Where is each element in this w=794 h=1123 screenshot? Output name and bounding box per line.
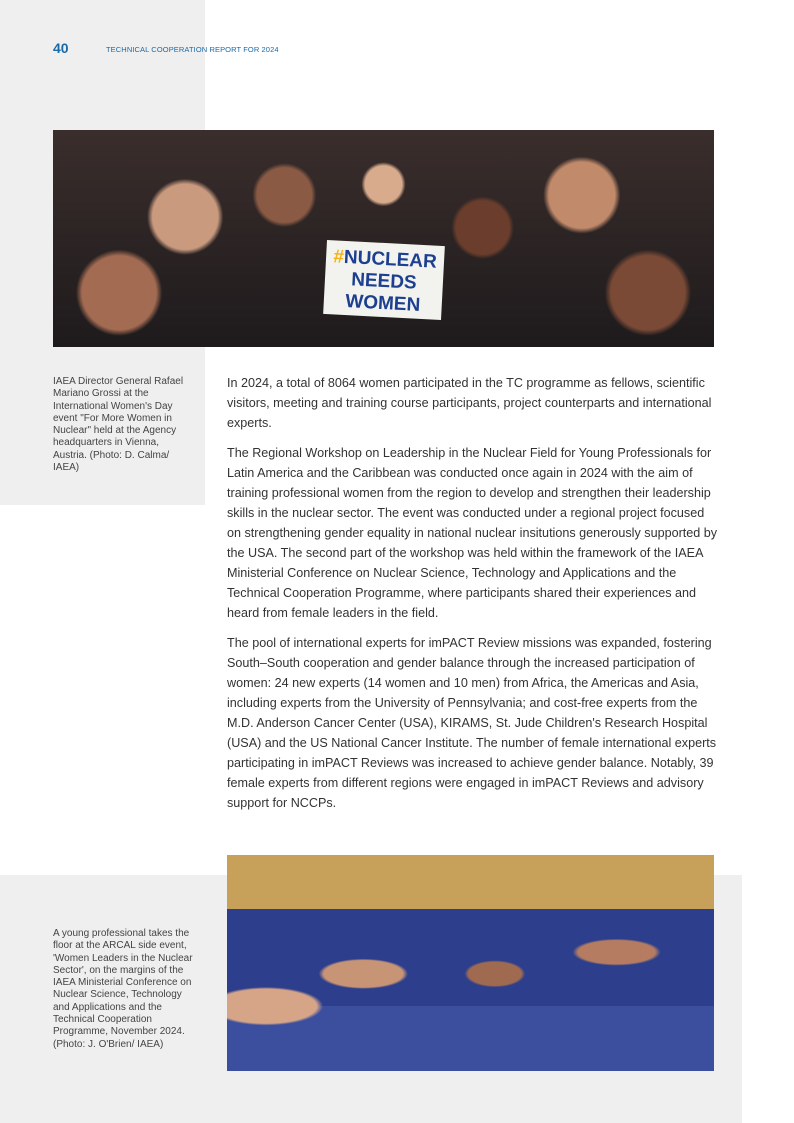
- nuclear-needs-women-sign: #NUCLEAR NEEDS WOMEN: [323, 240, 445, 320]
- page-number: 40: [53, 40, 69, 56]
- photo-arcal-side-event: [227, 855, 714, 1071]
- paragraph: The pool of international experts for imPACT Review missions was expanded, fostering South–South cooperation and gender balance through the increased participation of women: 24 new experts (14 women and 10 men) from Africa, the Americas and Asia, including experts from the University of Pennsylvania; and cost-free experts from the M.D. Anderson Cancer Center (USA), KIRAMS, St. Jude Children's Research Hospital (USA) and the US National Cancer Institute. The number of female international experts participating in imPACT Reviews was increased to achieve gender balance. Notably, 39 female experts from different regions were engaged in imPACT Reviews and advisory support for NCCPs.: [227, 636, 717, 810]
- body-text: [227, 373, 719, 823]
- photo1-caption: IAEA Director General Rafael Mariano Grossi at the International Women's Day event "For More Women in Nuclear" held at the Agency headquarters in Vienna, Austria. (Photo: D. Calma/ IAEA): [53, 376, 184, 474]
- photo2-caption: A young professional takes the floor at the ARCAL side event, 'Women Leaders in the Nuclear Sector', on the margins of the IAEA Ministerial Conference on Nuclear Science, Technology and Applications and the Technical Cooperation Programme, November 2024. (Photo: J. O'Brien/ IAEA): [53, 928, 193, 1050]
- paragraph: The Regional Workshop on Leadership in the Nuclear Field for Young Professionals for Latin America and the Caribbean was conducted once again in 2024 with the aim of training professional women from the region to develop and strengthen their leadership skills in the nuclear sector. The event was conducted under a regional project focused on strengthening gender equality in national nuclear insitutions generously supported by the USA. The second part of the workshop was held within the framework of the IAEA Ministerial Conference on Nuclear Science, Technology and Applications and the Technical Cooperation Programme, where participants shared their experiences and heard from female leaders in the field.: [227, 446, 718, 620]
- photo-group-women-in-nuclear: [53, 130, 714, 347]
- running-title: TECHNICAL COOPERATION REPORT FOR 2024: [106, 45, 279, 54]
- paragraph: In 2024, a total of 8064 women participated in the TC programme as fellows, scientific visitors, meeting and training course participants, project counterparts and international experts.: [227, 376, 712, 430]
